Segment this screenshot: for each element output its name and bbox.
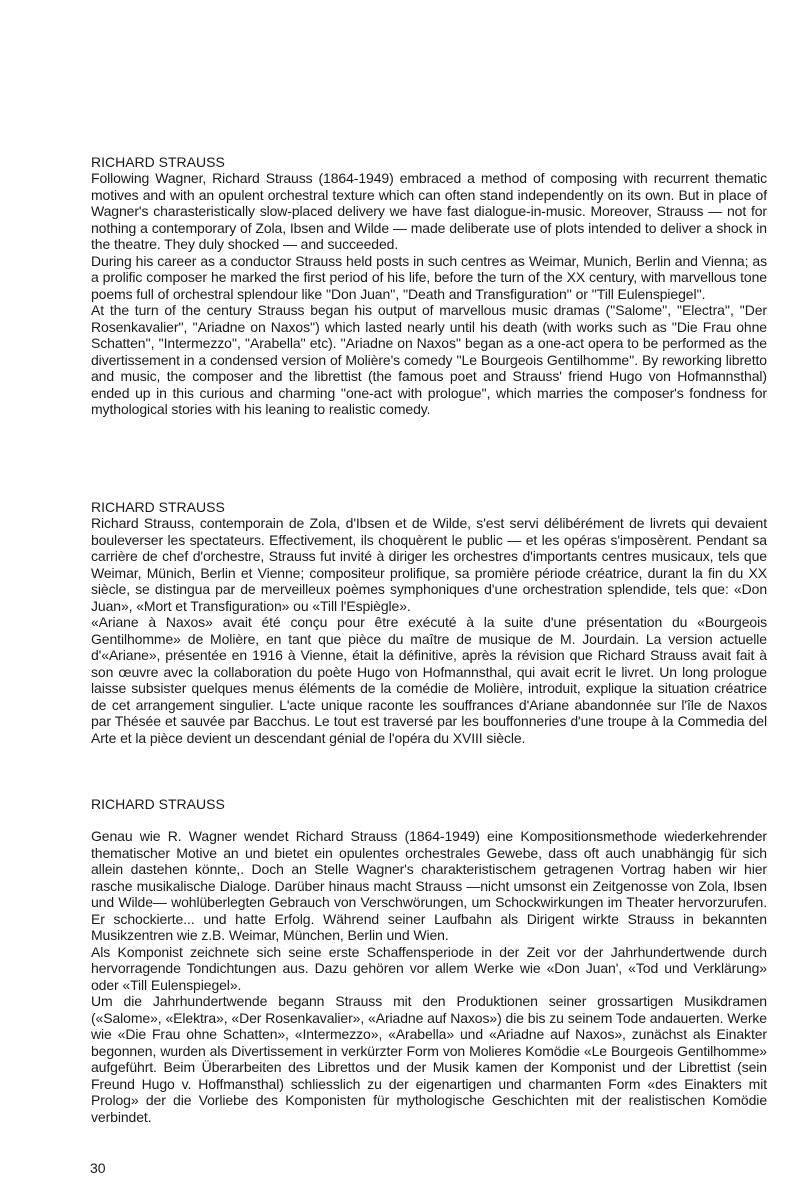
section-heading: RICHARD STRAUSS <box>91 796 225 812</box>
paragraph: During his career as a conductor Strauss held posts in such centres as Weimar, Munich, Berlin and Vienna; as a prolific composer he marked the first period of his life, before the turn of the XX century, with marvellous tone poems full of orchestral splendour like ''Don Juan'', ''Death and Transfiguration'' or ''Till Eulenspiegel''. <box>91 252 767 302</box>
paragraph: Following Wagner, Richard Strauss (1864-1949) embraced a method of composing with recurrent thematic motives and with an opulent orchestral texture which can often stand independently on its own. But in place of Wagner's charasteristically slow-placed delivery we have fast dialogue-in-music. Moreover, Strauss — not for nothing a contemporary of Zola, Ibsen and Wilde — made deliberate use of plots intended to deliver a shock in the theatre. They duly shocked — and succeeded. <box>91 170 767 252</box>
section-german <box>91 796 767 1125</box>
section-english <box>91 154 767 418</box>
section-french <box>91 499 767 746</box>
paragraph: Genau wie R. Wagner wendet Richard Strauss (1864-1949) eine Kompositionsmethode wiederkehrender thematischer Motive an und bietet ein opulentes orchestrales Gewebe, dass oft auch unabhängig für sich allein dastehen könnte,. Doch an Stelle Wagner's charakteristischem getragenen Vortrag haben wir hier rasche musikalische Dialoge. Darüber hinaus macht Strauss —nicht umsonst ein Zeitgenosse von Zola, Ibsen und Wilde— wohlüberlegten Gebrauch von Verschwörungen, um Schockwirkungen im Theater hervorzurufen. Er schockierte... und hatte Erfolg. Während seiner Laufbahn als Dirigent wirkte Strauss in bekannten Musikzentren wie z.B. Weimar, München, Berlin und Wien. <box>91 828 767 943</box>
paragraph: Als Komponist zeichnete sich seine erste Schaffensperiode in der Zeit vor der Jahrhundertwende durch hervorragende Tondichtungen aus. Dazu gehören vor allem Werke wie «Don Juan', «Tod und Verklärung» oder «Till Eulenspiegel». <box>91 943 767 993</box>
page-number: 30 <box>90 1160 106 1176</box>
paragraph: Um die Jahrhundertwende begann Strauss mit den Produktionen seiner grossartigen Musikdramen («Salome», «Elektra», «Der Rosenkavalier», «Ariadne auf Naxos») die bis zu seinem Tode andauerten. Werke wie «Die Frau ohne Schatten», «Intermezzo», «Arabella» und «Ariadne auf Naxos», zunächst als Einakter begonnen, wurden als Divertissement in verkürzter Form von Molieres Komödie «Le Bourgeois Gentilhomme» aufgeführt. Beim Überarbeiten des Librettos und der Musik kamen der Komponist und der Librettist (sein Freund Hugo v. Hoffmansthal) schliesslich zu der eigenartigen und charmanten Form «des Einakters mit Prolog» der die Vorliebe des Komponisten für mythologische Geschichten mit der realistischen Komödie verbindet. <box>91 993 767 1125</box>
paragraph: «Ariane à Naxos» avait été conçu pour être exécuté à la suite d'une présentation du «Bourgeois Gentilhomme» de Molière, en tant que pièce du maître de musique de M. Jourdain. La version actuelle d'«Ariane», présentée en 1916 à Vienne, était la définitive, après la révision que Richard Strauss avait fait à son œuvre avec la collaboration du poète Hugo von Hofmannsthal, qui avait ecrit le livret. Un long prologue laisse subsister quelques menus éléments de la comédie de Molière, introduit, explique la situation créatrice de cet arrangement singulier. L'acte unique raconte les souffrances d'Ariane abandonnée sur l'île de Naxos par Thésée et sauvée par Bacchus. Le tout est traversé par les bouffonneries d'une troupe à la Commedia del Arte et la pièce devient un descendant génial de l'opéra du XVIII siècle. <box>91 614 767 746</box>
paragraph: Richard Strauss, contemporain de Zola, d'Ibsen et de Wilde, s'est servi délibérément de livrets qui devaient bouleverser les spectateurs. Effectivement, ils choquèrent le public — et les opéras s'imposèrent. Pendant sa carrière de chef d'orchestre, Strauss fut invité à diriger les orchestres d'importants centres musicaux, tels que Weimar, Münich, Berlin et Vienne; compositeur prolifique, sa promière période créatrice, durant la fin du XX siècle, se distingua par de merveilleux poèmes symphoniques d'une orchestration splendide, tels que: «Don Juan», «Mort et Transfiguration» ou «Till l'Espiègle». <box>91 515 767 614</box>
paragraph: At the turn of the century Strauss began his output of marvellous music dramas (''Salome'', ''Electra'', ''Der Rosenkavalier'', ''Ariadne on Naxos'') which lasted nearly until his death (with works such as ''Die Frau ohne Schatten'', ''Intermezzo'', ''Arabella'' etc). ''Ariadne on Naxos'' began as a one-act opera to be performed as the divertissement in a condensed version of Molière's comedy ''Le Bourgeois Gentilhomme''. By reworking libretto and music, the composer and the librettist (the famous poet and Strauss' friend Hugo von Hofmannsthal) ended up in this curious and charming ''one-act with prologue'', which marries the composer's fondness for mythological stories with his leaning to realistic comedy. <box>91 302 767 417</box>
section-heading: RICHARD STRAUSS <box>91 499 225 515</box>
spacer <box>91 812 767 828</box>
section-heading: RICHARD STRAUSS <box>91 154 225 170</box>
